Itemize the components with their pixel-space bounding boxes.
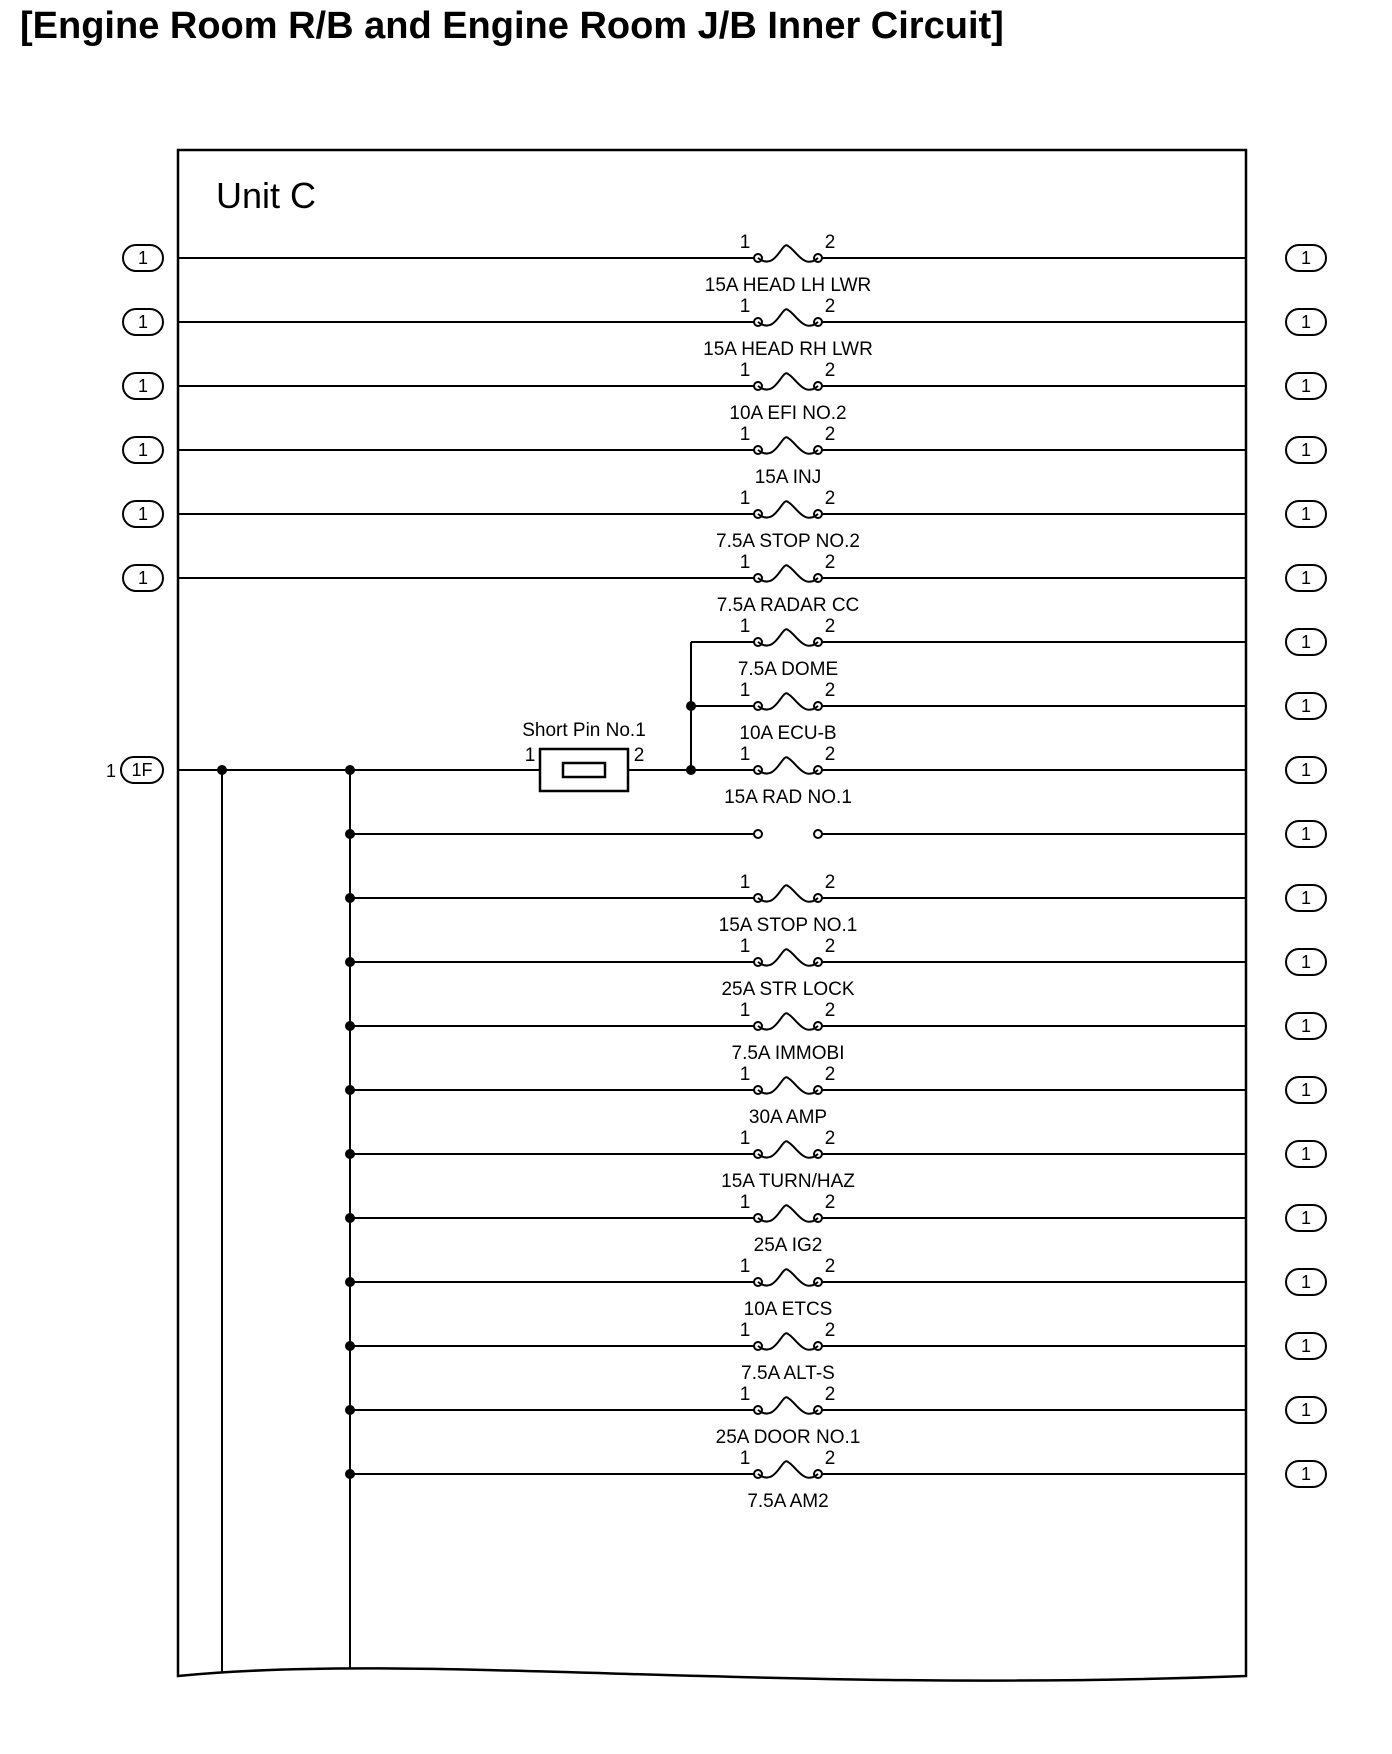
left-connector <box>123 437 163 463</box>
fuse-element <box>758 693 818 710</box>
connector-label: 1 <box>1300 376 1312 396</box>
circuit-row <box>123 552 1326 616</box>
circuit-row <box>691 744 1326 808</box>
fuse-element <box>758 309 818 326</box>
terminal-1 <box>754 830 762 838</box>
circuit-list <box>123 232 1326 1512</box>
right-connector <box>1286 1397 1326 1423</box>
fuse-element <box>758 1269 818 1286</box>
fuse-element <box>758 501 818 518</box>
fuse-pin-1: 1 <box>739 1384 751 1405</box>
connector-label: 1 <box>1300 888 1312 908</box>
fuse-pin-2: 2 <box>824 360 836 381</box>
connector-label: 1 <box>1300 312 1312 332</box>
fuse-label: 7.5A DOME <box>737 659 839 680</box>
unit-enclosure <box>178 150 1246 1681</box>
fuse-label: 15A STOP NO.1 <box>718 915 858 936</box>
right-connector <box>1286 309 1326 335</box>
circuit-row <box>345 1064 1326 1128</box>
fuse-element <box>758 1397 818 1414</box>
right-connector <box>1286 1141 1326 1167</box>
fuse-pin-2: 2 <box>824 1128 836 1149</box>
fuse-pin-2: 2 <box>824 616 836 637</box>
circuit-row <box>691 680 1326 744</box>
fuse-pin-1: 1 <box>739 680 751 701</box>
left-connector <box>123 565 163 591</box>
branch-junction <box>686 701 696 711</box>
circuit-row <box>345 1000 1326 1064</box>
left-connector <box>123 373 163 399</box>
diagram-title: [Engine Room R/B and Engine Room J/B Inner Circuit] <box>20 5 1004 47</box>
connector-label: 1 <box>1300 1144 1312 1164</box>
circuit-row <box>123 232 1326 296</box>
fuse-label: 7.5A RADAR CC <box>716 595 860 616</box>
right-connector <box>1286 565 1326 591</box>
short-pin <box>522 720 646 791</box>
connector-label: 1 <box>1300 1336 1312 1356</box>
unit-label: Unit C <box>216 175 317 216</box>
right-connector <box>1286 757 1326 783</box>
connector-label: 1 <box>137 440 149 460</box>
connector-label: 1 <box>137 312 149 332</box>
fuse-pin-2: 2 <box>824 232 836 253</box>
connector-label: 1 <box>1300 952 1312 972</box>
connector-label: 1 <box>137 376 149 396</box>
fuse-pin-2: 2 <box>824 936 836 957</box>
fuse-pin-2: 2 <box>824 744 836 765</box>
right-connector <box>1286 821 1326 847</box>
fuse-element <box>758 629 818 646</box>
fuse-element <box>758 1141 818 1158</box>
fuse-pin-2: 2 <box>824 1384 836 1405</box>
right-connector <box>1286 885 1326 911</box>
fuse-pin-1: 1 <box>739 360 751 381</box>
fuse-pin-2: 2 <box>824 488 836 509</box>
connector-label: 1 <box>1300 1400 1312 1420</box>
connector-label: 1 <box>1300 760 1312 780</box>
fuse-label: 25A DOOR NO.1 <box>715 1427 861 1448</box>
fuse-element <box>758 757 818 774</box>
circuit-row <box>123 360 1326 424</box>
connector-label: 1 <box>1300 248 1312 268</box>
fuse-pin-1: 1 <box>739 1256 751 1277</box>
fuse-label: 7.5A AM2 <box>747 1491 829 1512</box>
right-connector <box>1286 693 1326 719</box>
fuse-element <box>758 1333 818 1350</box>
fuse-label: 30A AMP <box>748 1107 828 1128</box>
fuse-element <box>758 245 818 262</box>
fuse-label: 25A STR LOCK <box>721 979 855 1000</box>
fuse-label: 15A RAD NO.1 <box>724 787 852 808</box>
fuse-pin-2: 2 <box>824 872 836 893</box>
circuit-row <box>345 1384 1326 1448</box>
fuse-pin-2: 2 <box>824 680 836 701</box>
connector-label: 1 <box>1300 1016 1312 1036</box>
fuse-pin-1: 1 <box>739 424 751 445</box>
circuit-row <box>123 488 1326 552</box>
circuit-row <box>345 1128 1326 1192</box>
circuit-row <box>345 821 1326 847</box>
fuse-label: 10A EFI NO.2 <box>729 403 847 424</box>
left-connector <box>123 245 163 271</box>
short-pin-label: Short Pin No.1 <box>522 720 646 741</box>
connector-label: 1 <box>1300 1272 1312 1292</box>
circuit-row <box>345 872 1326 936</box>
circuit-row <box>345 1256 1326 1320</box>
fuse-label: 7.5A ALT-S <box>741 1363 835 1384</box>
right-connector <box>1286 437 1326 463</box>
circuit-row <box>691 616 1326 680</box>
input-connector <box>106 757 163 783</box>
fuse-element <box>758 1205 818 1222</box>
right-connector <box>1286 629 1326 655</box>
right-connector <box>1286 1077 1326 1103</box>
input-connector-plug <box>121 757 163 783</box>
fuse-element <box>758 1461 818 1478</box>
short-pin-pin-1: 1 <box>524 745 536 766</box>
fuse-label: 10A ECU-B <box>739 723 837 744</box>
right-connector <box>1286 245 1326 271</box>
fuse-pin-1: 1 <box>739 1448 751 1469</box>
right-connector <box>1286 373 1326 399</box>
circuit-row <box>345 936 1326 1000</box>
fuse-label: 25A IG2 <box>753 1235 823 1256</box>
right-connector <box>1286 1013 1326 1039</box>
fuse-pin-2: 2 <box>824 1448 836 1469</box>
fuse-element <box>758 437 818 454</box>
right-connector <box>1286 949 1326 975</box>
fuse-label: 10A ETCS <box>743 1299 833 1320</box>
fuse-label: 15A INJ <box>754 467 822 488</box>
connector-label: 1 <box>137 248 149 268</box>
circuit-row <box>123 296 1326 360</box>
terminal-2 <box>814 830 822 838</box>
power-bus <box>106 642 696 1673</box>
right-connector <box>1286 1205 1326 1231</box>
connector-label: 1 <box>1300 440 1312 460</box>
connector-label: 1 <box>1300 824 1312 844</box>
fuse-pin-2: 2 <box>824 552 836 573</box>
fuse-label: 15A HEAD RH LWR <box>703 339 873 360</box>
right-connector <box>1286 501 1326 527</box>
input-connector-prefix: 1 <box>105 761 117 781</box>
fuse-pin-1: 1 <box>739 1320 751 1341</box>
fuse-pin-1: 1 <box>739 232 751 253</box>
fuse-pin-1: 1 <box>739 488 751 509</box>
fuse-pin-2: 2 <box>824 296 836 317</box>
short-pin-pin-2: 2 <box>633 745 645 766</box>
fuse-pin-2: 2 <box>824 1256 836 1277</box>
fuse-element <box>758 1077 818 1094</box>
connector-label: 1 <box>1300 1080 1312 1100</box>
fuse-pin-1: 1 <box>739 552 751 573</box>
connector-label: 1 <box>137 568 149 588</box>
fuse-label: 7.5A IMMOBI <box>731 1043 845 1064</box>
fuse-pin-2: 2 <box>824 424 836 445</box>
circuit-row <box>123 424 1326 488</box>
fuse-pin-1: 1 <box>739 1192 751 1213</box>
fuse-element <box>758 565 818 582</box>
connector-label: 1 <box>1300 1464 1312 1484</box>
fuse-pin-1: 1 <box>739 1000 751 1021</box>
fuse-pin-1: 1 <box>739 872 751 893</box>
left-connector <box>123 309 163 335</box>
connector-label: 1F <box>131 760 153 780</box>
fuse-pin-2: 2 <box>824 1192 836 1213</box>
right-connector <box>1286 1269 1326 1295</box>
fuse-label: 15A HEAD LH LWR <box>704 275 872 296</box>
connector-label: 1 <box>1300 696 1312 716</box>
circuit-row <box>345 1448 1326 1512</box>
circuit-row <box>345 1320 1326 1384</box>
connector-label: 1 <box>1300 568 1312 588</box>
fuse-pin-1: 1 <box>739 616 751 637</box>
fuse-element <box>758 885 818 902</box>
fuse-pin-1: 1 <box>739 296 751 317</box>
short-pin-element <box>563 763 605 777</box>
fuse-label: 15A TURN/HAZ <box>721 1171 855 1192</box>
fuse-pin-1: 1 <box>739 936 751 957</box>
right-connector <box>1286 1333 1326 1359</box>
fuse-pin-2: 2 <box>824 1000 836 1021</box>
fuse-pin-2: 2 <box>824 1064 836 1085</box>
fuse-pin-2: 2 <box>824 1320 836 1341</box>
fuse-element <box>758 1013 818 1030</box>
connector-label: 1 <box>137 504 149 524</box>
connector-label: 1 <box>1300 1208 1312 1228</box>
fuse-pin-1: 1 <box>739 744 751 765</box>
left-connector <box>123 501 163 527</box>
fuse-pin-1: 1 <box>739 1064 751 1085</box>
fuse-element <box>758 949 818 966</box>
right-connector <box>1286 1461 1326 1487</box>
circuit-row <box>345 1192 1326 1256</box>
fuse-pin-1: 1 <box>739 1128 751 1149</box>
fuse-element <box>758 373 818 390</box>
fuse-label: 7.5A STOP NO.2 <box>716 531 860 552</box>
connector-label: 1 <box>1300 504 1312 524</box>
connector-label: 1 <box>1300 632 1312 652</box>
